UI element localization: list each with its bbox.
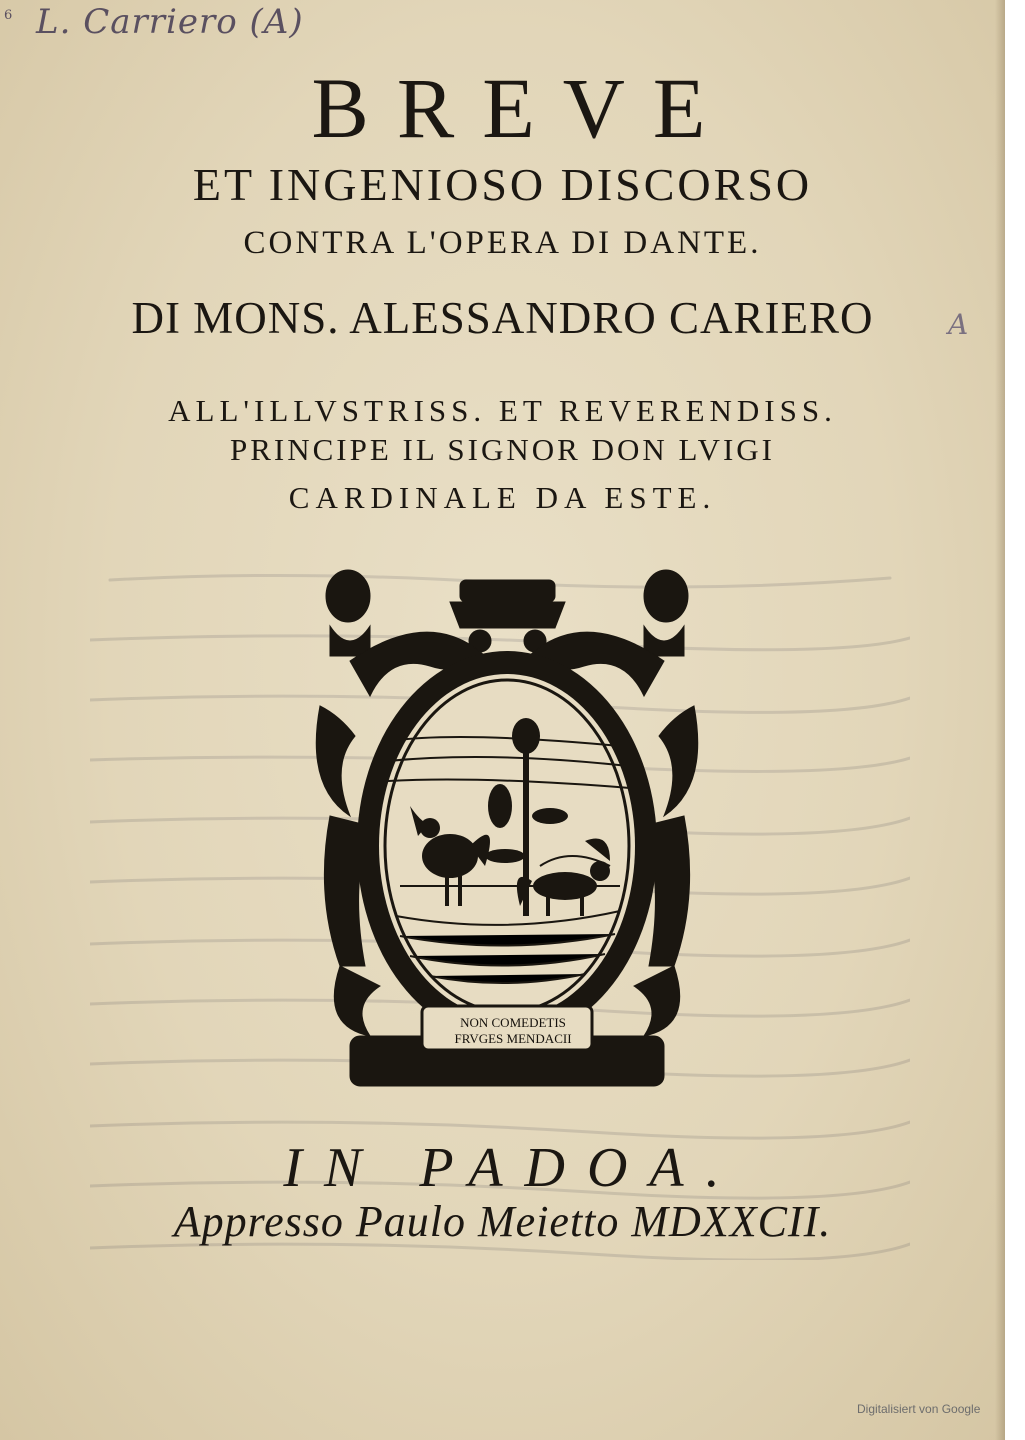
handwritten-page-number: 6	[4, 8, 13, 23]
author-line: DI MONS. ALESSANDRO CARIERO	[131, 293, 874, 343]
printers-device-motto	[428, 1015, 598, 1047]
imprint-publisher-date: Appresso Paulo Meietto MDXXCII.	[173, 1197, 832, 1246]
dedication-line-2: PRINCIPE IL SIGNOR DON LVIGI	[230, 432, 775, 467]
google-digitization-watermark: Digitalisiert von Google	[857, 1402, 981, 1416]
title-line-breve: BREVE	[311, 60, 734, 156]
motto-line-2: FRVGES MENDACII	[454, 1031, 572, 1046]
page-edge-shadow	[995, 0, 1005, 1440]
title-line-discorso: ET INGENIOSO DISCORSO	[192, 159, 813, 210]
motto-line-1: NON COMEDETIS	[460, 1015, 566, 1030]
dedication-line-3: CARDINALE DA ESTE.	[288, 480, 717, 515]
imprint-city: IN PADOA.	[283, 1137, 742, 1199]
dedication-line-1: ALL'ILLVSTRISS. ET REVERENDISS.	[168, 393, 837, 428]
handwritten-margin-mark: A	[948, 308, 969, 341]
handwritten-shelf-note: L. Carriero (A)	[36, 2, 304, 42]
title-line-dante: CONTRA L'OPERA DI DANTE.	[243, 225, 762, 261]
